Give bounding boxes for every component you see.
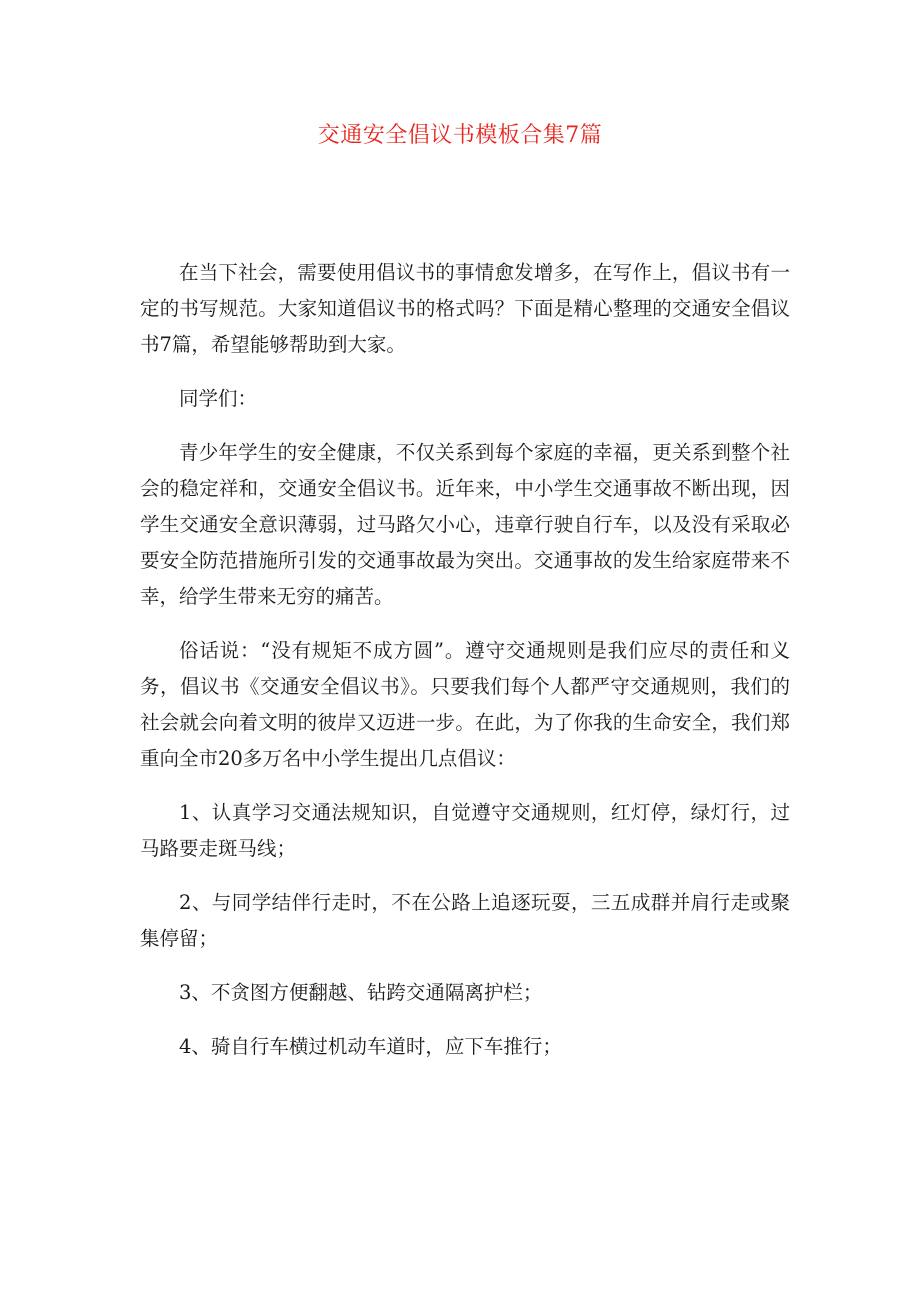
paragraph-intro: 在当下社会，需要使用倡议书的事情愈发增多，在写作上，倡议书有一定的书写规范。大家知道倡议书的格式吗？下面是精心整理的交通安全倡议书7篇，希望能够帮助到大家。 [140, 261, 790, 356]
document-body [140, 255, 790, 1083]
paragraph-proverb: 俗话说：“没有规矩不成方圆”。遵守交通规则是我们应尽的责任和义务，倡议书《交通安全倡议书》。只要我们每个人都严守交通规则，我们的社会就会向着文明的彼岸又迈进一步。在此，为了你我的生命安全，我们郑重向全市20多万名中小学生提出几点倡议： [140, 639, 790, 770]
paragraph-item-1: 1、认真学习交通法规知识，自觉遵守交通规则，红灯停，绿灯行，过马路要走斑马线； [140, 801, 790, 860]
document-title: 交通安全倡议书模板合集7篇 [317, 123, 603, 148]
paragraph-salutation: 同学们： [179, 387, 258, 410]
paragraph-item-4: 4、骑自行车横过机动车道时，应下车推行； [179, 1035, 562, 1058]
paragraph-background: 青少年学生的安全健康，不仅关系到每个家庭的幸福，更关系到整个社会的稳定祥和，交通安全倡议书。近年来，中小学生交通事故不断出现，因学生交通安全意识薄弱，过马路欠小心，违章行驶自行车，以及没有采取必要安全防范措施所引发的交通事故最为突出。交通事故的发生给家庭带来不幸，给学生带来无穷的痛苦。 [140, 441, 790, 608]
paragraph-item-3: 3、不贪图方便翻越、钻跨交通隔离护栏； [179, 981, 543, 1004]
paragraph-item-2: 2、与同学结伴行走时，不在公路上追逐玩耍，三五成群并肩行走或聚集停留； [140, 891, 790, 950]
